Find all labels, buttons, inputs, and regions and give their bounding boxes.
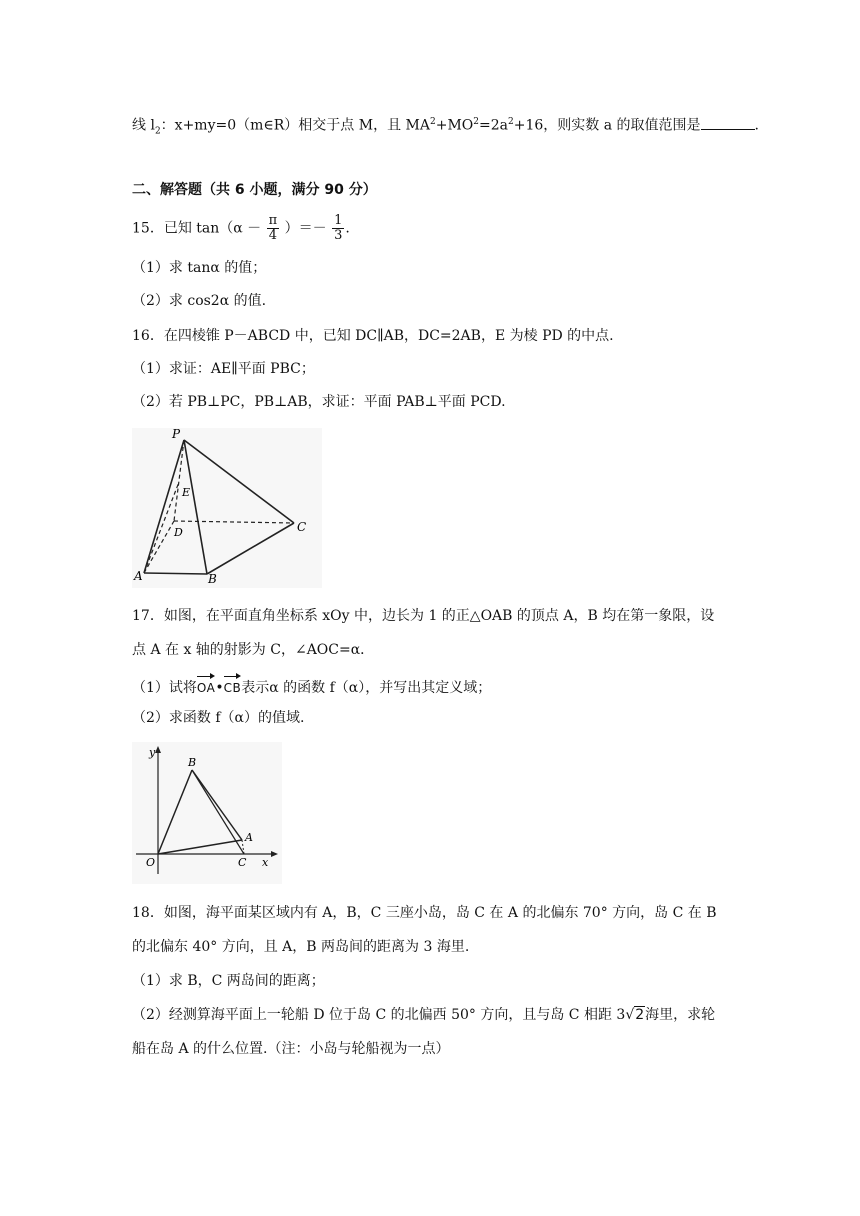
- frac-den: 3: [334, 228, 343, 243]
- q14-sub: 2: [154, 126, 161, 137]
- label-P: P: [172, 428, 181, 441]
- coordinate-figure: [132, 742, 282, 888]
- q14-tail-line: [132, 112, 759, 141]
- vector-CB: CB: [224, 674, 242, 698]
- frac-num: 1: [334, 213, 343, 228]
- label-E: E: [182, 486, 191, 499]
- fraction-pi-over-4: [267, 214, 280, 243]
- q15-stem-prefix: 15．已知 tan（α －: [132, 220, 262, 237]
- q18-stem-line1: 18．如图，海平面某区域内有 A，B，C 三座小岛，岛 C 在 A 的北偏东 70° 方向，岛 C 在 B: [132, 905, 717, 921]
- pyramid-figure: [132, 428, 322, 592]
- q14-text-mid: ：x+my=0（m∈R）相交于点 M，且 MA: [160, 117, 430, 134]
- q14-sup3: 2: [507, 117, 514, 127]
- q14-end: .: [754, 117, 759, 134]
- q17-stem-line2: 点 A 在 x 轴的射影为 C，∠AOC=α．: [132, 642, 375, 658]
- label-x: x: [262, 856, 269, 869]
- q15-part2: （2）求 cos2α 的值.: [132, 293, 267, 309]
- vector-OA: OA: [197, 674, 215, 698]
- sqrt-2: [625, 1005, 645, 1025]
- q18-part1: （1）求 B，C 两岛间的距离；: [132, 973, 325, 989]
- q14-sup2: 2: [473, 117, 479, 127]
- q17-part1-prefix: （1）试将: [132, 680, 197, 696]
- label-D: D: [174, 526, 183, 539]
- pyramid-diagram: [132, 428, 322, 588]
- radicand: 2: [635, 1007, 645, 1023]
- q15-stem-end: .: [345, 220, 350, 237]
- frac-den: 4: [268, 228, 278, 243]
- q14-sup1: 2: [429, 117, 436, 127]
- answer-blank: [701, 117, 755, 130]
- label-A: A: [245, 831, 253, 844]
- label-A: A: [134, 569, 143, 583]
- q18-part2-prefix: （2）经测算海平面上一轮船 D 位于岛 C 的北偏西 50° 方向，且与岛 C 相距 3: [132, 1007, 626, 1023]
- q16-part2: （2）若 PB⊥PC，PB⊥AB，求证：平面 PAB⊥平面 PCD.: [132, 394, 506, 410]
- q18-part2-line2: 船在岛 A 的什么位置.（注：小岛与轮船视为一点）: [132, 1041, 450, 1057]
- q15-stem: [132, 214, 350, 243]
- fraction-one-third: [332, 214, 344, 243]
- q14-text-mid2: +MO: [435, 117, 474, 134]
- q17-stem-line1: 17．如图，在平面直角坐标系 xOy 中，边长为 1 的正△OAB 的顶点 A，B 均在第一象限，设: [132, 608, 715, 624]
- q14-text-mid3: =2a: [479, 117, 508, 134]
- label-C: C: [297, 520, 307, 534]
- label-B: B: [208, 572, 217, 586]
- dot-operator: •: [215, 680, 224, 696]
- label-B: B: [188, 756, 197, 769]
- q17-part1: [132, 674, 491, 698]
- q14-text-suffix: +16，则实数 a 的取值范围是: [513, 117, 701, 134]
- radical-sign: √: [625, 1007, 635, 1023]
- q16-part1: （1）求证：AE∥平面 PBC；: [132, 361, 315, 377]
- q17-part1-suffix: 表示α 的函数 f（α），并写出其定义域；: [241, 680, 492, 696]
- q17-part2: （2）求函数 f（α）的值域.: [132, 710, 305, 726]
- q18-stem-line2: 的北偏东 40° 方向，且 A，B 两岛间的距离为 3 海里.: [132, 939, 470, 955]
- section-heading: 二、解答题（共 6 小题，满分 90 分）: [132, 182, 377, 198]
- triangle-diagram: [132, 742, 282, 884]
- frac-num: π: [268, 213, 278, 228]
- q15-stem-mid: ）＝－: [284, 220, 327, 237]
- q14-text: 线 l: [132, 117, 155, 134]
- q16-stem: 16．在四棱锥 P－ABCD 中，已知 DC∥AB，DC=2AB，E 为棱 PD 的中点.: [132, 328, 614, 344]
- q15-part1: （1）求 tanα 的值；: [132, 260, 267, 276]
- label-y: y: [149, 746, 156, 759]
- q18-part2-line1: [132, 1005, 715, 1025]
- label-O: O: [146, 856, 156, 869]
- q18-part2-suffix: 海里，求轮: [645, 1007, 716, 1023]
- label-C: C: [238, 856, 247, 869]
